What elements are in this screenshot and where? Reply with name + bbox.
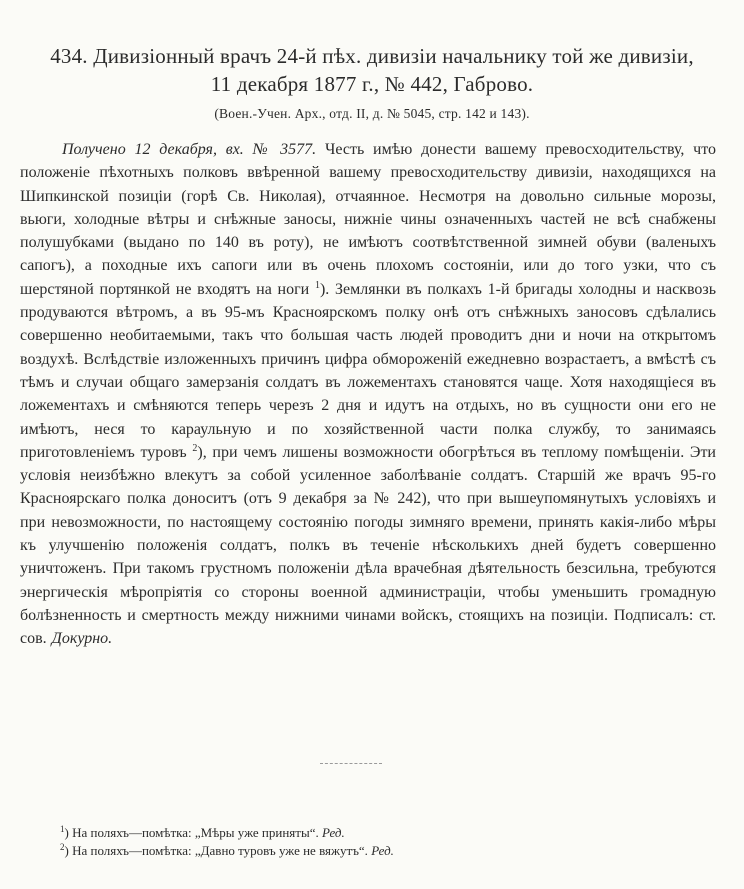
footnote-ref-2: 2 xyxy=(192,442,198,454)
document-title xyxy=(24,42,720,98)
footnote-1 xyxy=(60,824,700,842)
received-note: Получено 12 декабря, вх. № 3577. xyxy=(62,141,317,158)
footnote-mark-1: 1 xyxy=(60,824,65,834)
body-text-part-1: Честь имѣю донести вашему превосходительству, что положеніе пѣхотныхъ полковъ ввѣренной вашему превосходительству дивизіи, находящихся на Шипкинской позиціи (горѣ Св. Николая), отчаянное. Несмотря на довольно сильные морозы, вьюги, холодные вѣтры и снѣжные заносы, нижніе чины означенныхъ частей не всѣ снабжены полушубками (выдано по 140 въ роту), не имѣютъ соотвѣтственной зимней обуви (валеныхъ сапогъ), а походные ихъ сапоги или въ очень плохомъ состояніи, или до того узки, что съ шерстяной портянкой не входятъ на ноги xyxy=(20,141,717,298)
footnote-mark-2: 2 xyxy=(60,842,65,852)
title-line-1: 434. Дивизіонный врачъ 24-й пѣх. дивизіи начальнику той же дивизіи, xyxy=(50,44,694,68)
body-text-part-3: ), при чемъ лишены возможности обогрѣться въ теплому помѣщеніи. Эти условія неизбѣжно влекутъ за собой усиленное заболѣваніе солдатъ. Старшій же врачъ 95-го Красноярскаго полка доноситъ (отъ 9 декабря за № 242), что при вышеупомянутыхъ условіяхъ и при невозможности, по настоящему состоянію погоды зимняго времени, принять какія-либо мѣры къ улучшенію положенія солдатъ, полкъ въ теченіе нѣсколькихъ дней будетъ совершенно уничтоженъ. При такомъ грустномъ положеніи дѣла врачебная дѣятельность безсильна, требуются энергическія мѣропріятія со стороны военной администраціи, чтобы уменьшить громадную болѣзненность и смертность между нижними чинами войскъ, стоящихъ на позиціи. Подписалъ: ст. сов. xyxy=(20,443,716,648)
archive-source: (Воен.-Учен. Арх., отд. II, д. № 5045, стр. 142 и 143). xyxy=(214,106,530,121)
footnote-2 xyxy=(60,842,700,860)
footnote-text-2: ) На поляхъ—помѣтка: „Давно туровъ уже не вяжутъ“. xyxy=(64,843,368,858)
footnotes xyxy=(60,824,700,860)
signature: Докурно. xyxy=(51,630,113,648)
body-text-part-2: ). Землянки въ полкахъ 1-й бригады холодны и насквозь продуваются вѣтромъ, а въ 95-мъ Красноярскомъ полку онѣ отъ снѣжныхъ заносовъ сдѣлались совершенно необитаемыми, такъ что большая часть людей проводитъ дни и ночи на открытомъ воздухѣ. Вслѣдствіе изложенныхъ причинъ цифра обмороженій ежедневно возрастаетъ, а вмѣстѣ съ тѣмъ и случаи общаго замерзанія солдатъ въ ложементахъ становятся чаще. Хотя находящіеся въ ложементахъ и смѣняются теперь черезъ 2 дня и идутъ на отдыхъ, но въ сущности они его не имѣютъ, неся то караульную и по хозяйственной части полка службу, то занимаясь приготовленіемъ туровъ xyxy=(20,280,717,461)
footnote-editor-2: Ред. xyxy=(371,843,394,858)
title-line-2: 11 декабря 1877 г., № 442, Габрово. xyxy=(210,72,534,96)
document-body xyxy=(20,138,716,651)
footnote-editor-1: Ред. xyxy=(321,825,345,840)
section-divider xyxy=(320,763,382,764)
footnote-text-1: ) На поляхъ—помѣтка: „Мѣры уже приняты“. xyxy=(64,825,319,840)
footnote-ref-1: 1 xyxy=(314,279,320,291)
